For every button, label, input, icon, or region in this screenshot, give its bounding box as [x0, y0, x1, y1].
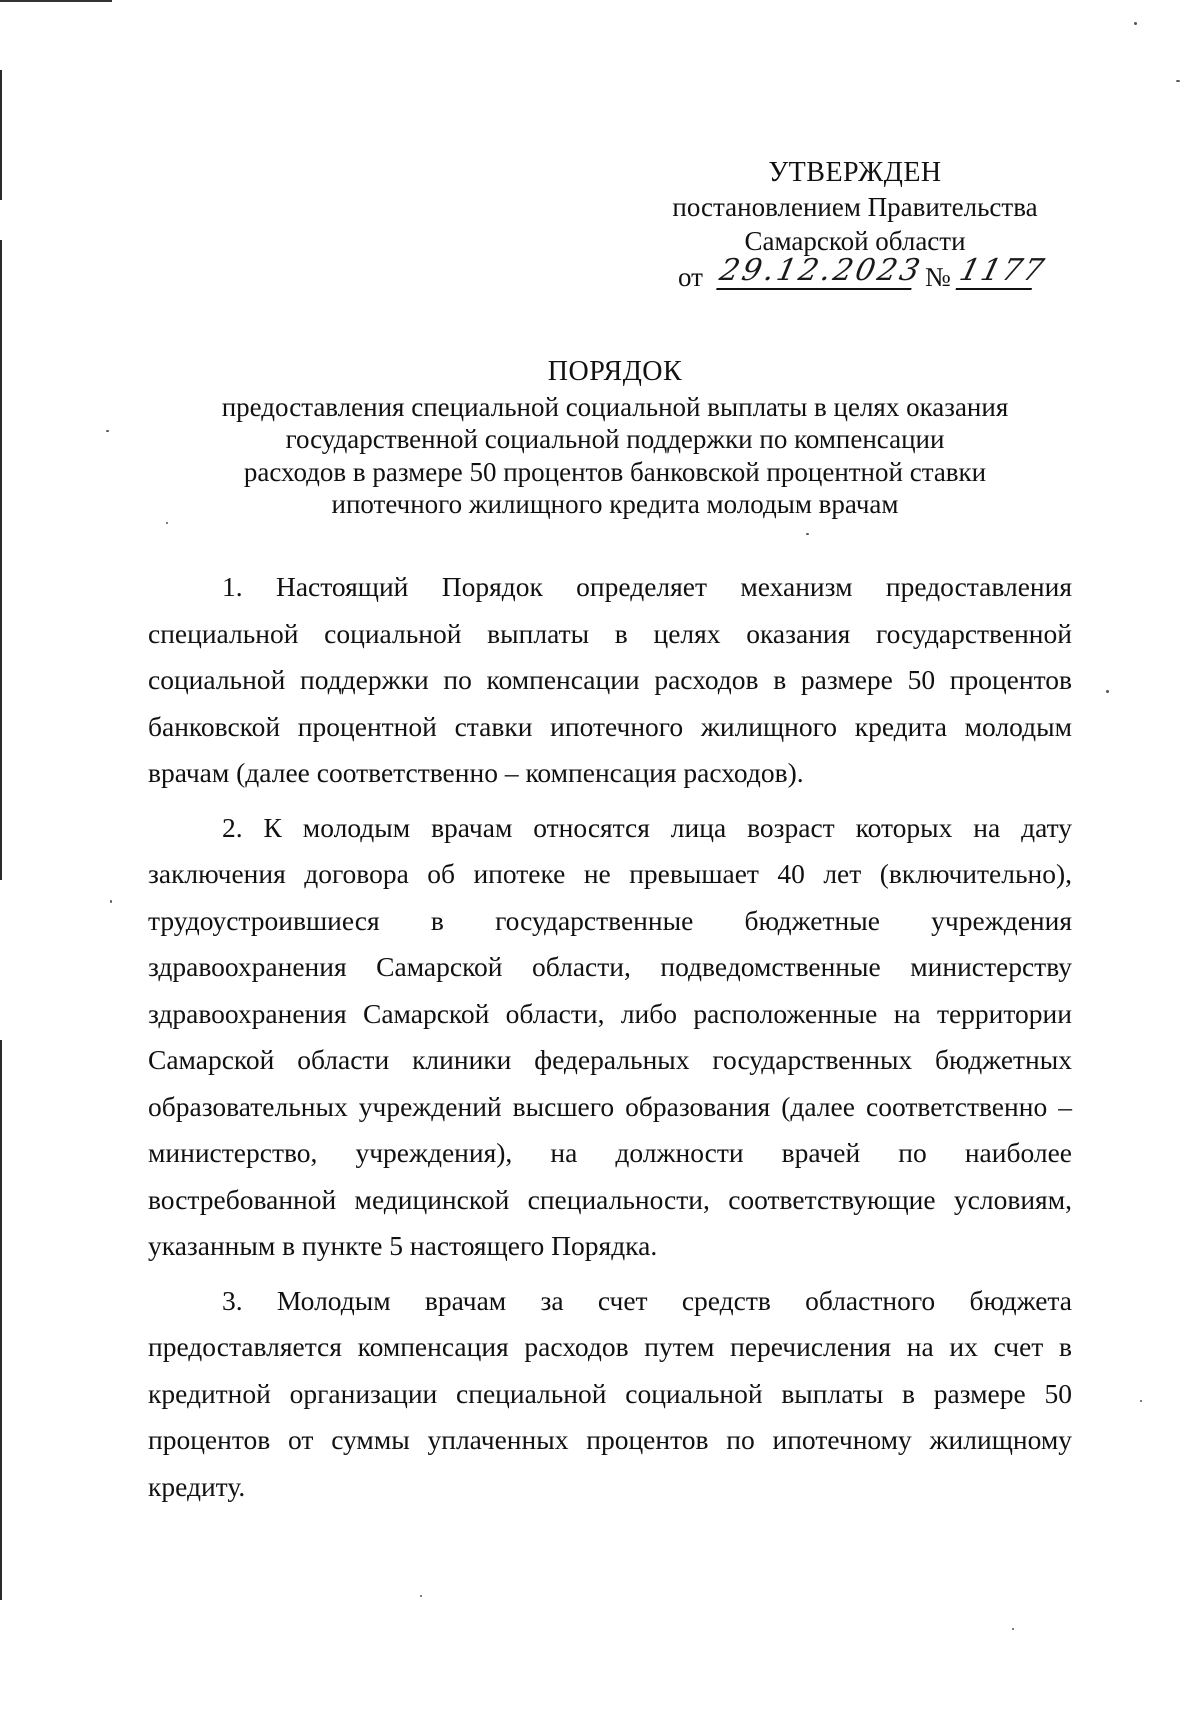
scan-speck	[1176, 80, 1180, 82]
document-header	[150, 356, 1080, 521]
approval-line: постановлением Правительства	[672, 192, 1038, 222]
scan-speck	[106, 430, 109, 432]
paragraph-1: 1. Настоящий Порядок определяет механизм предоставления специальной социальной выплаты в целях оказания государственной социальной поддержки по компенсации расходов в размере 50 процентов банковской процентной ставки ипотечного жилищного кредита молодым врачам (далее соответственно – компенсация расходов).	[148, 571, 1072, 788]
paragraph-3: 3. Молодым врачам за счет средств областного бюджета предоставляется компенсация расходов путем перечисления на их счет в кредитной организации специальной социальной выплаты в размере 50 процентов от суммы уплаченных процентов по ипотечному жилищному кредиту.	[148, 1284, 1072, 1502]
scan-speck	[1140, 1400, 1142, 1402]
scan-speck	[166, 522, 168, 524]
document-body	[148, 564, 1072, 1510]
document-subtitle-line: расходов в размере 50 процентов банковской процентной ставки	[243, 456, 987, 487]
scan-speck	[1134, 22, 1137, 25]
scan-speck	[806, 533, 809, 535]
document-type-title: ПОРЯДОК	[547, 356, 683, 387]
document-subtitle-line: ипотечного жилищного кредита молодым врачам	[331, 489, 899, 519]
document-subtitle-line: предоставления специальной социальной выплаты в целях оказания	[221, 391, 1009, 422]
approval-line: Самарской области	[744, 226, 966, 256]
scan-edge-line	[0, 240, 2, 880]
date-prefix: от	[678, 262, 703, 292]
scan-edge-line	[0, 70, 2, 200]
handwritten-number: 1177	[956, 253, 1050, 288]
scan-edge-mark	[0, 0, 112, 2]
approval-block	[640, 156, 1070, 298]
scan-speck	[1012, 1628, 1014, 1630]
handwritten-date: 29.12.2023	[716, 253, 926, 288]
scan-edge-line	[0, 1040, 2, 1600]
approval-title: УТВЕРЖДЕН	[768, 157, 942, 188]
paragraph-2: 2. К молодым врачам относятся лица возраст которых на дату заключения договора об ипотеке не превышает 40 лет (включительно), трудоустроившиеся в государственные бюджетные учреждения здравоохранения Самарской области, подведомственные министерству здравоохранения Самарской области, либо расположенные на территории Самарской области клиники федеральных государственных бюджетных образовательных учреждений высшего образования (далее соответственно – министерство, учреждения), на должности врачей по наиболее востребованной медицинской специальности, соответствующие условиям, указанным в пункте 5 настоящего Порядка.	[148, 811, 1072, 1261]
approval-date-line	[640, 253, 1070, 298]
document-subtitle-line: государственной социальной поддержки по компенсации	[285, 424, 945, 454]
number-sign: №	[925, 262, 951, 292]
scan-speck	[110, 900, 112, 903]
scan-speck	[420, 1595, 422, 1597]
scan-speck	[1106, 690, 1109, 693]
